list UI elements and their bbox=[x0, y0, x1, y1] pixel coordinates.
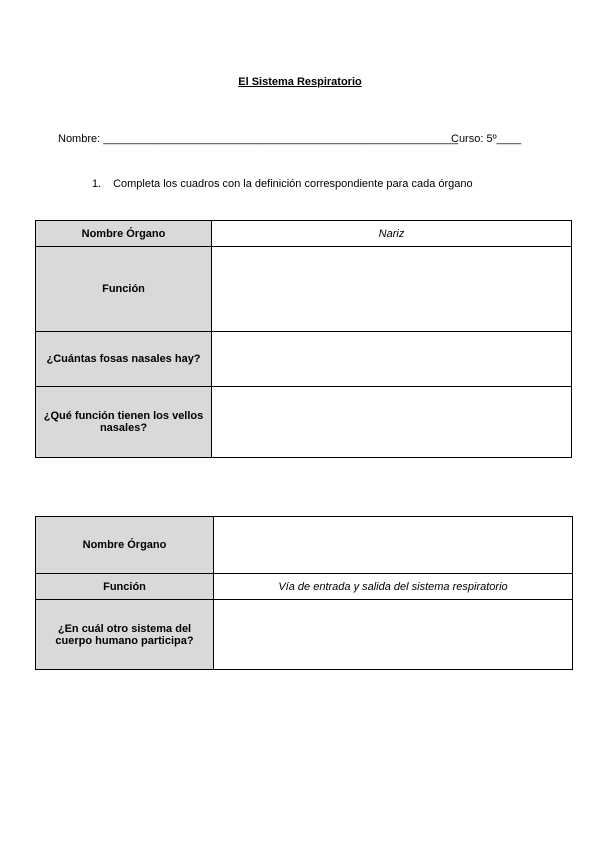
table-row bbox=[36, 332, 572, 387]
row-answer[interactable] bbox=[214, 600, 573, 670]
document-title: El Sistema Respiratorio bbox=[238, 76, 362, 88]
name-field[interactable] bbox=[58, 133, 458, 145]
instruction bbox=[92, 178, 473, 190]
row-answer[interactable]: Vía de entrada y salida del sistema respiratorio bbox=[214, 574, 573, 600]
row-answer[interactable] bbox=[212, 387, 572, 458]
row-answer[interactable] bbox=[212, 332, 572, 387]
table-row bbox=[36, 387, 572, 458]
row-label: Función bbox=[36, 574, 214, 600]
organ-table-unknown bbox=[35, 516, 573, 670]
name-label: Nombre: bbox=[58, 133, 101, 145]
table-row bbox=[36, 247, 572, 332]
table-row bbox=[36, 221, 572, 247]
row-label: Nombre Órgano bbox=[36, 221, 212, 247]
course-field[interactable]: Curso: 5º____ bbox=[451, 133, 522, 145]
organ-table-nose bbox=[35, 220, 572, 458]
table-row bbox=[36, 517, 573, 574]
row-answer[interactable] bbox=[212, 247, 572, 332]
instruction-number: 1. bbox=[92, 178, 102, 190]
name-blank[interactable]: __________________________________________________________ bbox=[103, 133, 459, 145]
instruction-text: Completa los cuadros con la definición correspondiente para cada órgano bbox=[113, 178, 473, 190]
row-label: Función bbox=[36, 247, 212, 332]
row-answer[interactable] bbox=[214, 517, 573, 574]
table-row bbox=[36, 600, 573, 670]
table-row bbox=[36, 574, 573, 600]
row-label: ¿Qué función tienen los vellos nasales? bbox=[36, 387, 212, 458]
row-answer[interactable]: Nariz bbox=[212, 221, 572, 247]
row-label: ¿Cuántas fosas nasales hay? bbox=[36, 332, 212, 387]
row-label: Nombre Órgano bbox=[36, 517, 214, 574]
row-label: ¿En cuál otro sistema del cuerpo humano participa? bbox=[36, 600, 214, 670]
